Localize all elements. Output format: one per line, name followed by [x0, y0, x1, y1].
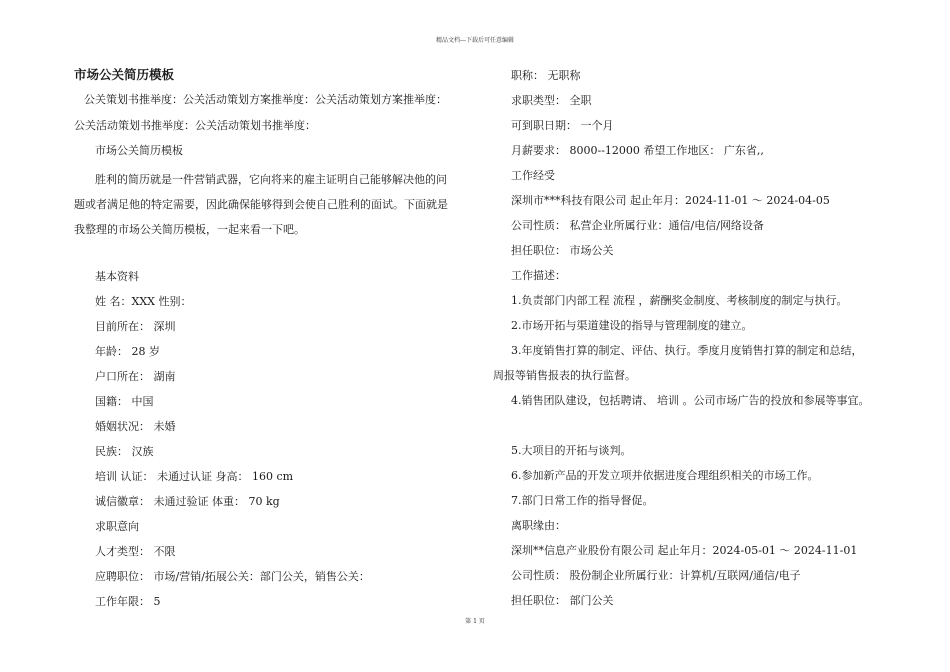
field-ethnicity: 民族： 汉族 — [95, 445, 154, 458]
field-talent-type: 人才类型： 不限 — [95, 545, 176, 558]
field-work-years: 工作年限： 5 — [95, 595, 161, 608]
intro-line-1: 公关策划书推举度：公关活动策划方案推举度：公关活动策划方案推举度： — [84, 93, 447, 106]
leaving-reason-label: 离职缘由： — [511, 519, 566, 532]
field-title: 职称： 无职称 — [511, 69, 581, 82]
field-integrity-weight: 诚信徽章： 未通过验证 体重： 70 kg — [95, 495, 280, 508]
intro-subtitle: 市场公关简历模板 — [95, 144, 183, 157]
section-heading-experience: 工作经受 — [511, 169, 555, 182]
job-description-item-4: 4.销售团队建设，包括聘请、 培训 。公司市场广告的投放和参展等事宜。 — [511, 394, 870, 407]
experience-2-nature: 公司性质： 股份制企业所属行业：计算机/互联网/通信/电子 — [511, 569, 801, 582]
blank-line — [511, 417, 891, 442]
field-age: 年龄： 28 岁 — [95, 345, 160, 358]
field-available-date: 可到职日期： 一个月 — [511, 119, 614, 132]
intro-paragraph-line-2: 题或者满足他的特定需要，因此确保能够得到会使自己胜利的面试。下面就是 — [74, 198, 448, 211]
section-heading-job-intent: 求职意向 — [95, 520, 139, 533]
field-hukou: 户口所在： 湖南 — [95, 370, 176, 383]
field-salary-region: 月薪要求： 8000--12000 希望工作地区： 广东省,, — [511, 144, 764, 157]
section-heading-basic-info: 基本资料 — [95, 270, 139, 283]
field-name-gender: 姓 名：XXX 性别： — [95, 295, 192, 308]
experience-1-nature: 公司性质： 私营企业所属行业：通信/电信/网络设备 — [511, 219, 764, 232]
field-marital-status: 婚姻状况： 未婚 — [95, 420, 176, 433]
experience-2-position: 担任职位： 部门公关 — [511, 594, 614, 607]
job-description-item-1: 1.负责部门内部工程 流程 ，薪酬奖金制度、考核制度的制定与执行。 — [511, 294, 848, 307]
field-training-height: 培训 认证： 未通过认证 身高： 160 cm — [95, 470, 294, 483]
field-job-type: 求职类型： 全职 — [511, 94, 592, 107]
job-description-item-5: 5.大项目的开拓与谈判。 — [511, 444, 632, 457]
experience-1-position: 担任职位： 市场公关 — [511, 244, 614, 257]
intro-paragraph-line-1: 胜利的简历就是一件营销武器，它向将来的雇主证明自己能够解决他的问 — [95, 173, 447, 186]
field-nationality: 国籍： 中国 — [95, 395, 154, 408]
left-column — [74, 67, 459, 618]
job-description-item-6: 6.参加新产品的开发立项并依据进度合理组织相关的市场工作。 — [511, 469, 819, 482]
job-description-item-3: 3.年度销售打算的制定、评估、执行。季度月度销售打算的制定和总结， — [511, 344, 863, 357]
job-description-item-7: 7.部门日常工作的指导督促。 — [511, 494, 654, 507]
page-footer: 第 1 页 — [465, 618, 485, 625]
document-title: 市场公关简历模板 — [74, 67, 175, 82]
page-header: 精品文档---下载后可任意编辑 — [435, 37, 515, 44]
job-description-label: 工作描述： — [511, 269, 566, 282]
field-applied-position: 应聘职位： 市场/营销/拓展公关：部门公关，销售公关： — [95, 570, 370, 583]
experience-2-company: 深圳**信息产业股份有限公司 起止年月：2024-05-01 ～ 2024-11-01 — [511, 544, 858, 557]
intro-paragraph-line-3: 我整理的市场公关简历模板，一起来看一下吧。 — [74, 223, 305, 236]
job-description-item-2: 2.市场开拓与渠道建设的指导与管理制度的建立。 — [511, 319, 753, 332]
experience-1-company: 深圳市***科技有限公司 起止年月：2024-11-01 ～ 2024-04-05 — [511, 194, 830, 207]
intro-paragraph — [74, 167, 459, 242]
field-location: 目前所在： 深圳 — [95, 320, 176, 333]
right-column — [493, 67, 891, 617]
job-description-item-3-cont: 周报等销售报表的执行监督。 — [493, 369, 636, 382]
intro-line-2: 公关活动策划书推举度：公关活动策划书推举度： — [74, 119, 316, 132]
spacer — [74, 242, 459, 268]
